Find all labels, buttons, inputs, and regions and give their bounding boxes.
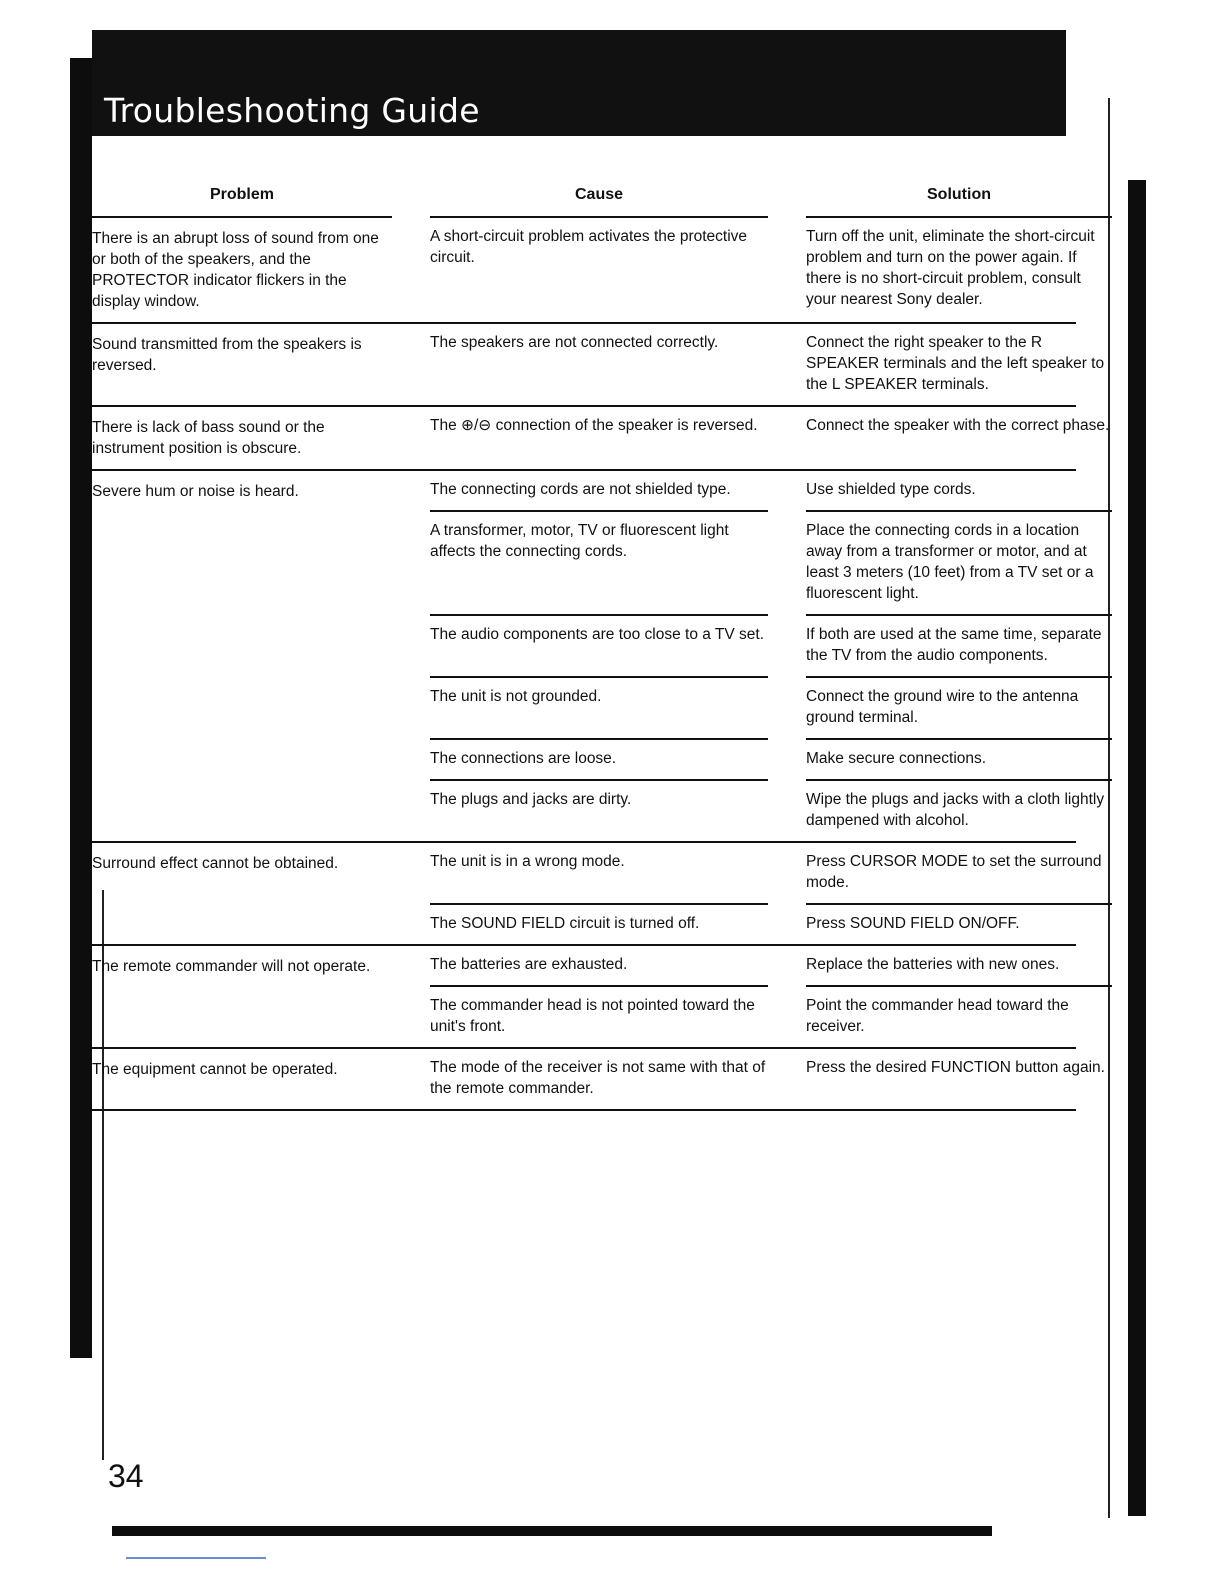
problem-cell: There is lack of bass sound or the instrument position is obscure. (92, 419, 325, 457)
solution-cell: Turn off the unit, eliminate the short-circuit problem and turn on the power again. If there is no short-circuit problem, consult your nearest Sony dealer. (806, 228, 1095, 308)
cause-solution-pair (430, 954, 1112, 985)
table-row (92, 843, 1102, 946)
solution-cell: Press CURSOR MODE to set the surround mode. (806, 851, 1112, 893)
cause-solution-group (430, 226, 1112, 322)
cause-solution-group (430, 954, 1112, 1047)
bottom-blue-rule (126, 1557, 266, 1559)
cause-solution-group (430, 415, 1112, 469)
troubleshooting-table (92, 186, 1110, 1111)
cause-solution-group (430, 479, 1112, 841)
cause-solution-pair (430, 415, 1112, 446)
cause-cell: The unit is not grounded. (430, 686, 768, 728)
cause-solution-pair (430, 1057, 1112, 1109)
cause-cell: The plugs and jacks are dirty. (430, 791, 632, 808)
solution-cell: Use shielded type cords. (806, 479, 1112, 500)
bottom-rule (112, 1526, 992, 1536)
cause-solution-pair (430, 851, 1112, 903)
cause-cell: The mode of the receiver is not same with that of the remote commander. (430, 1059, 766, 1097)
cause-solution-group (430, 851, 1112, 944)
cause-solution-pair (430, 332, 1112, 405)
cause-solution-group (430, 332, 1112, 405)
problem-cell: The equipment cannot be operated. (92, 1061, 338, 1078)
column-header-solution: Solution (806, 186, 1112, 218)
cause-cell: The unit is in a wrong mode. (430, 851, 768, 893)
solution-cell: If both are used at the same time, separate the TV from the audio components. (806, 624, 1112, 666)
table-row (92, 1049, 1105, 1111)
cause-solution-pair (430, 479, 1112, 510)
cause-solution-pair (430, 614, 1112, 676)
cause-cell: The commander head is not pointed toward the unit's front. (430, 997, 755, 1035)
right-margin-bar (1128, 180, 1146, 1516)
table-row (92, 218, 1095, 324)
page-title: Troubleshooting Guide (104, 91, 480, 130)
problem-cell: There is an abrupt loss of sound from one or both of the speakers, and the PROTECTOR indicator flickers in the display window. (92, 230, 379, 310)
cause-cell: The connecting cords are not shielded type. (430, 479, 768, 500)
page-number: 34 (108, 1458, 144, 1494)
cause-solution-group (430, 1057, 1112, 1109)
cause-solution-pair (430, 738, 1112, 779)
cause-solution-pair (430, 226, 1112, 320)
table-row (92, 407, 1110, 471)
solution-cell: Wipe the plugs and jacks with a cloth lightly dampened with alcohol. (806, 791, 1105, 829)
solution-cell: Point the commander head toward the receiver. (806, 997, 1069, 1035)
problem-cell: Sound transmitted from the speakers is reversed. (92, 336, 362, 374)
cause-cell: The ⊕/⊖ connection of the speaker is reversed. (430, 417, 758, 434)
solution-cell: Press the desired FUNCTION button again. (806, 1059, 1105, 1076)
cause-cell: The speakers are not connected correctly. (430, 334, 719, 351)
left-margin-bar (70, 58, 92, 1358)
solution-cell: Replace the batteries with new ones. (806, 954, 1112, 975)
header-band (92, 30, 1066, 136)
cause-cell: The batteries are exhausted. (430, 954, 768, 975)
solution-cell: Make secure connections. (806, 748, 1112, 769)
cause-solution-pair (430, 985, 1112, 1047)
cause-solution-pair (430, 676, 1112, 738)
solution-cell: Press SOUND FIELD ON/OFF. (806, 915, 1020, 932)
table-row (92, 324, 1105, 407)
table-row (92, 471, 1105, 843)
problem-cell: The remote commander will not operate. (92, 958, 371, 975)
solution-cell: Connect the speaker with the correct phase. (806, 417, 1110, 434)
table-row (92, 946, 1076, 1049)
column-header-problem: Problem (92, 186, 392, 218)
cause-cell: The audio components are too close to a TV set. (430, 624, 768, 666)
solution-cell: Place the connecting cords in a location away from a transformer or motor, and at least 3 meters (10 feet) from a TV set or a fluorescent light. (806, 520, 1112, 604)
cause-cell: A transformer, motor, TV or fluorescent light affects the connecting cords. (430, 520, 768, 604)
problem-cell: Severe hum or noise is heard. (92, 483, 299, 500)
solution-cell: Connect the right speaker to the R SPEAKER terminals and the left speaker to the L SPEAKER terminals. (806, 334, 1105, 393)
problem-cell: Surround effect cannot be obtained. (92, 855, 339, 872)
column-header-cause: Cause (430, 186, 768, 218)
cause-solution-pair (430, 903, 1112, 944)
cause-cell: The connections are loose. (430, 748, 768, 769)
cause-cell: A short-circuit problem activates the protective circuit. (430, 228, 748, 266)
column-headers (92, 186, 1076, 218)
cause-solution-pair (430, 779, 1112, 841)
cause-cell: The SOUND FIELD circuit is turned off. (430, 915, 700, 932)
cause-solution-pair (430, 510, 1112, 614)
solution-cell: Connect the ground wire to the antenna ground terminal. (806, 686, 1112, 728)
